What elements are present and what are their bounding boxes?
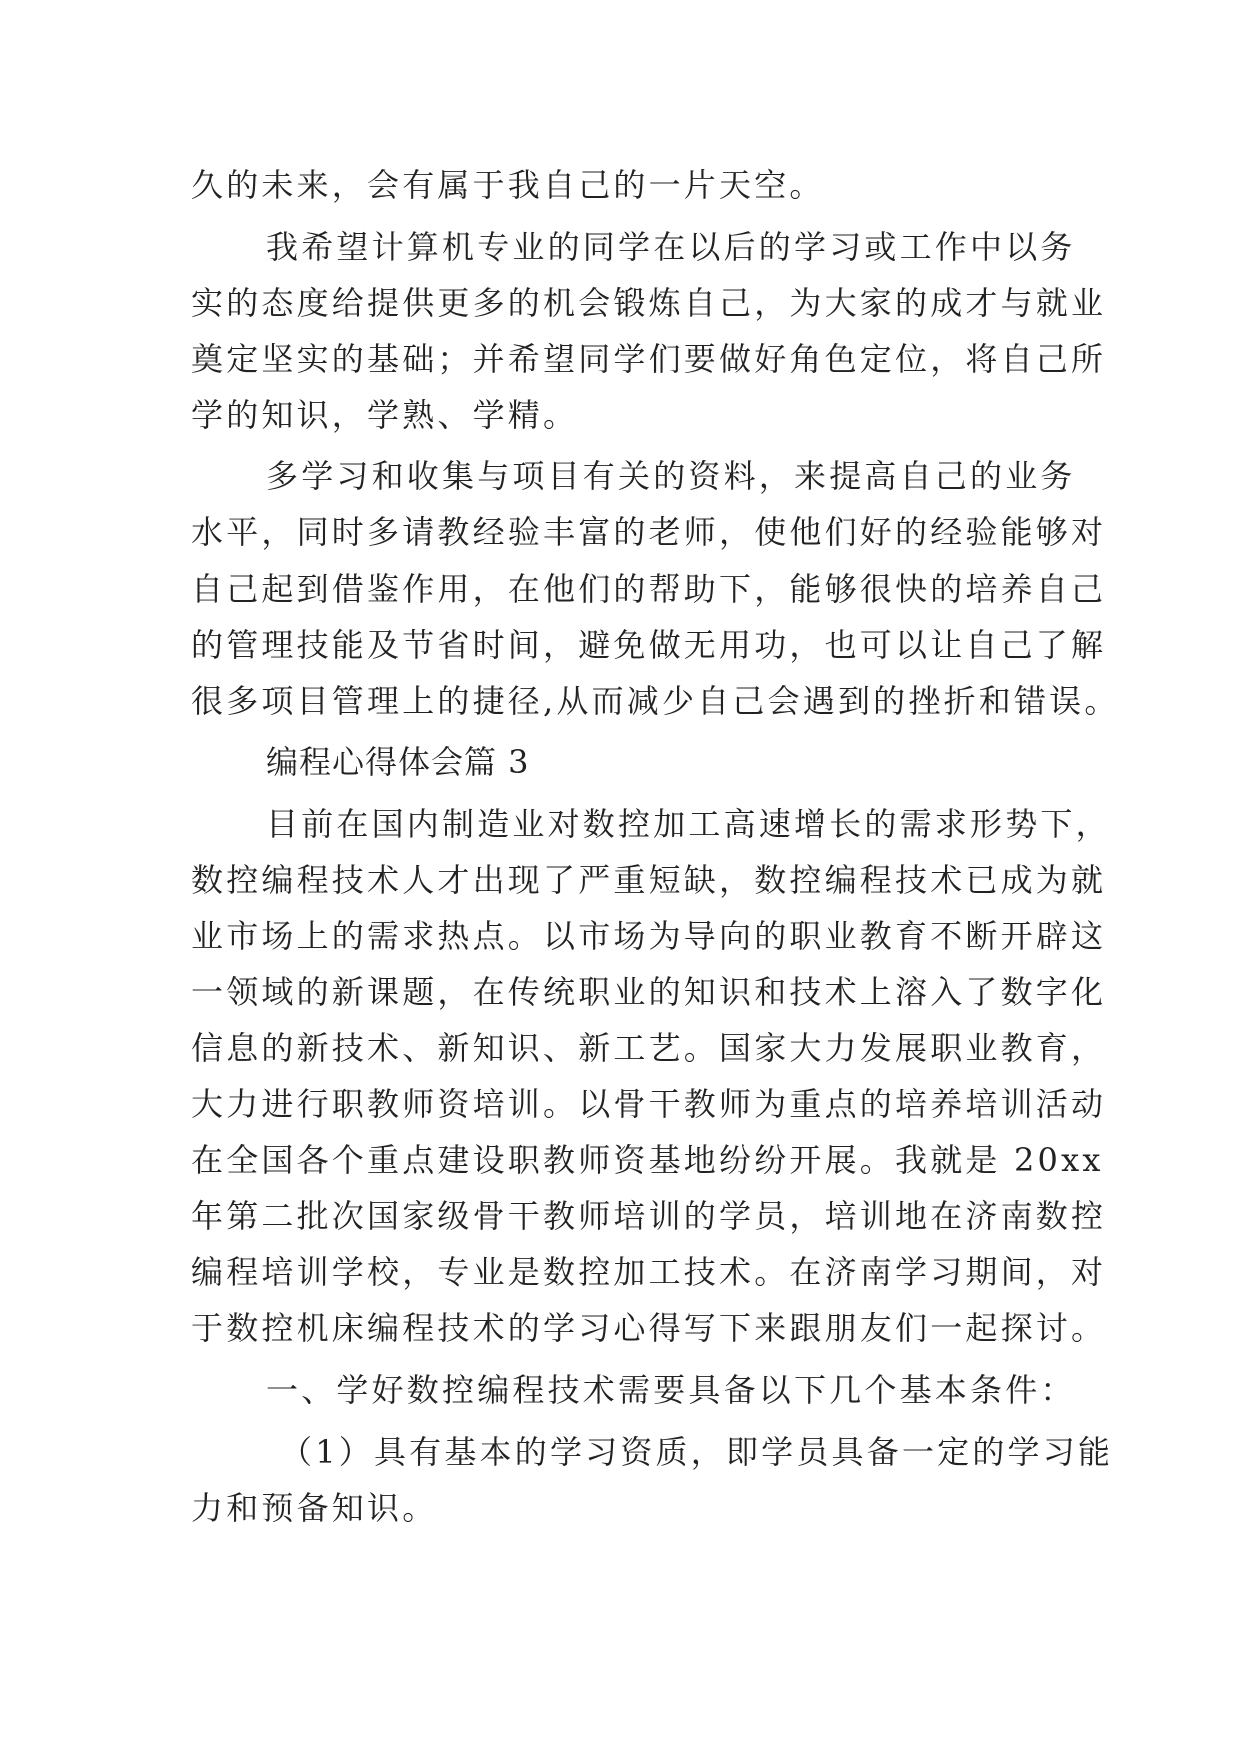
text-line: 很多项目管理上的捷径,从而减少自己会遇到的挫折和错误。 — [191, 682, 1120, 720]
text-line: 水平，同时多请教经验丰富的老师，使他们好的经验能够对 — [191, 513, 1107, 551]
paragraph-first-line: 目前在国内制造业对数控加工高速增长的需求形势下， — [266, 805, 1111, 843]
paragraph-first-line: 多学习和收集与项目有关的资料，来提高自己的业务 — [266, 457, 1076, 495]
text-line: 力和预备知识。 — [191, 1489, 438, 1527]
text-line: 的管理技能及节省时间，避免做无用功，也可以让自己了解 — [191, 626, 1107, 664]
text-line: 编程培训学校，专业是数控加工技术。在济南学习期间，对 — [191, 1253, 1107, 1291]
text-line: 一领域的新课题，在传统职业的知识和技术上溶入了数字化 — [191, 973, 1107, 1011]
text-line: 实的态度给提供更多的机会锻炼自己，为大家的成才与就业 — [191, 284, 1107, 322]
text-line: 于数控机床编程技术的学习心得写下来跟朋友们一起探讨。 — [191, 1309, 1107, 1347]
text-line: 业市场上的需求热点。以市场为导向的职业教育不断开辟这 — [191, 917, 1107, 955]
text-line: 久的未来，会有属于我自己的一片天空。 — [191, 166, 825, 204]
section-heading: 编程心得体会篇 3 — [266, 743, 530, 781]
text-line: 学的知识，学熟、学精。 — [191, 396, 579, 434]
text-line: 在全国各个重点建设职教师资基地纷纷开展。我就是 20xx — [191, 1141, 1104, 1179]
text-line: 年第二批次国家级骨干教师培训的学员，培训地在济南数控 — [191, 1197, 1107, 1235]
text-line: 奠定坚实的基础；并希望同学们要做好角色定位，将自己所 — [191, 340, 1107, 378]
text-line: 大力进行职教师资培训。以骨干教师为重点的培养培训活动 — [191, 1085, 1107, 1123]
text-line: 自己起到借鉴作用，在他们的帮助下，能够很快的培养自己 — [191, 570, 1107, 608]
text-line: 数控编程技术人才出现了严重短缺，数控编程技术已成为就 — [191, 861, 1107, 899]
paragraph-first-line: 我希望计算机专业的同学在以后的学习或工作中以务 — [266, 228, 1076, 266]
list-item: （1）具有基本的学习资质，即学员具备一定的学习能 — [280, 1433, 1114, 1471]
text-line: 信息的新技术、新知识、新工艺。国家大力发展职业教育， — [191, 1029, 1107, 1067]
list-heading: 一、学好数控编程技术需要具备以下几个基本条件： — [266, 1371, 1076, 1409]
